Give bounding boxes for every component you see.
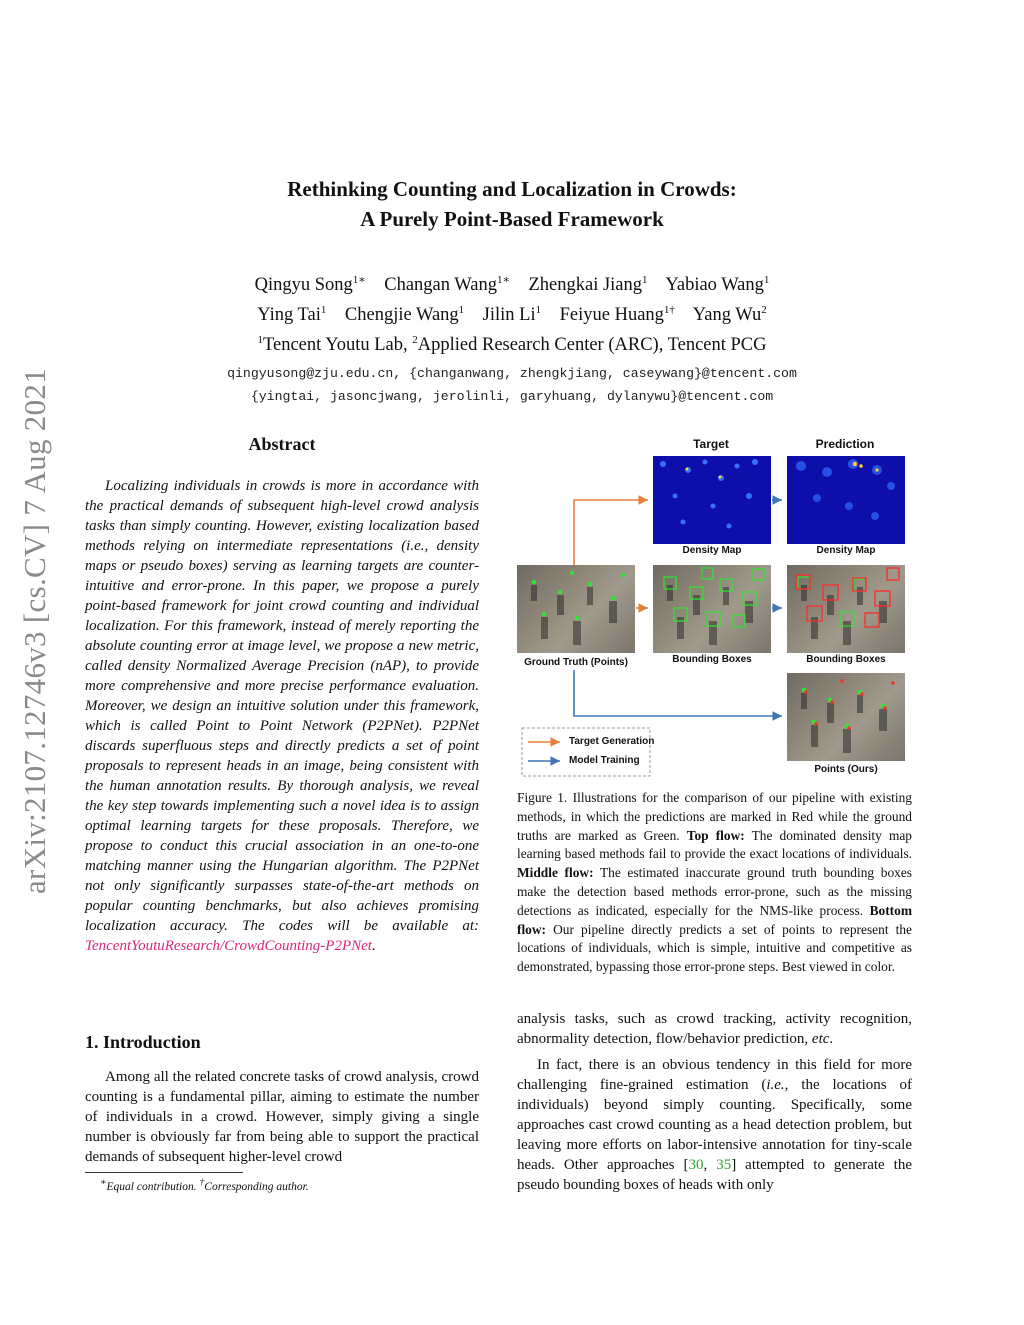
text-run: . [829, 1031, 834, 1047]
author-sup: 1† [663, 304, 675, 317]
text-run: , the locations of individuals) beyond simply counting. Specifically, some approaches cast crowd counting as a head detection problem, but leaving more efforts on labor-intensive annotation for tiny-scale heads. Other approaches [ [517, 1077, 912, 1173]
author-sup: 1 [458, 304, 465, 317]
title-line-1: Rethinking Counting and Localization in Crowds: [287, 177, 737, 201]
email-line-2: {yingtai, jasoncjwang, jerolinli, garyhuang, dylanywu}@tencent.com [250, 389, 774, 405]
fig-ground-truth-label: Ground Truth (Points) [524, 657, 628, 668]
footnote-text: Equal contribution. [106, 1180, 200, 1193]
figure-1 [510, 430, 920, 785]
fig-col-prediction: Prediction [815, 437, 875, 451]
author-name: Qingyu Song [254, 275, 353, 296]
legend-model-training: Model Training [569, 755, 640, 766]
fig-density-map-label-1: Density Map [682, 545, 742, 556]
text-run: analysis tasks, such as crowd tracking, activity recognition, abnormality detection, flow/behavior prediction, [517, 1011, 912, 1047]
author-sup: 1 [320, 304, 327, 317]
intro-heading: 1. Introduction [85, 1032, 201, 1052]
flow-arrows [510, 430, 920, 785]
author-name: Feiyue Huang [559, 305, 664, 326]
abstract-heading: Abstract [248, 434, 316, 454]
intro-paragraph: Among all the related concrete tasks of crowd analysis, crowd counting is a fundamental pillar, aiming to estimate the number of individuals in a crowd. However, simply giving a single number is obviously far from being able to support the practical demands of subsequent higher-level crowd [85, 1069, 479, 1165]
footnote-text: Corresponding author. [204, 1180, 309, 1193]
author-line-1 [0, 268, 1024, 298]
affiliation-1: Tencent Youtu Lab, [262, 335, 413, 356]
fig-col-target: Target [693, 437, 729, 451]
fig-density-map-label-2: Density Map [816, 545, 876, 556]
author-sup: 1 [642, 274, 648, 286]
email-line-1: qingyusong@zju.edu.cn, {changanwang, zhengkjiang, caseywang}@tencent.com [227, 366, 797, 382]
arxiv-stamp: arXiv:2107.12746v3 [cs.CV] 7 Aug 2021 [17, 367, 52, 894]
caption-bottom-flow: Bottom flow: [517, 902, 912, 937]
text-run: i.e. [766, 1077, 785, 1093]
citation-link[interactable]: 30 [688, 1157, 704, 1173]
fig-bbox-label-2: Bounding Boxes [806, 654, 886, 665]
footnote-sym: ∗ [100, 1177, 107, 1188]
fig-points-ours-label: Points (Ours) [814, 764, 878, 775]
legend-target-generation: Target Generation [569, 736, 655, 747]
author-sup: 2 [761, 304, 767, 317]
code-link[interactable]: TencentYoutuResearch/CrowdCounting-P2PNet [85, 938, 372, 954]
author-name: Chengjie Wang [344, 305, 459, 326]
author-block [0, 268, 1024, 408]
abstract-body [85, 476, 479, 956]
fig-bbox-label-1: Bounding Boxes [672, 654, 752, 665]
paper-title [0, 174, 1024, 234]
footnote-rule [85, 1172, 243, 1173]
author-name: Zhengkai Jiang [528, 275, 643, 296]
abstract-text: Localizing individuals in crowds is more in accordance with the practical demands of subsequent high-level crowd analysis tasks than simply counting. However, existing localization based methods relying on intermediate representations (i.e., density maps or pseudo boxes) serving as learning targets are counter-intuitive and error-prone. In this paper, we propose a purely point-based framework for joint crowd counting and individual localization. For this framework, instead of merely reporting the absolute counting error at image level, we propose a new metric, called density Normalized Average Precision (nAP), to provide more comprehensive and more precise performance evaluation. Moreover, we design an intuitive solution under this framework, which is called Point to Point Network (P2PNet). P2PNet discards superfluous steps and directly predicts a set of point proposals to represent heads in an image, being consistent with the human annotation results. By thorough analysis, we reveal the key step towards implementing such a novel idea is to assign optimal learning targets for these proposals. Therefore, we propose to conduct this crucial association in an one-to-one matching manner using the Hungarian algorithm. The P2PNet not only significantly surpasses state-of-the-art methods on popular counting benchmarks, but also achieves promising localization accuracy. The codes will be available at: [85, 478, 479, 934]
affiliation-sup: 1 [257, 334, 263, 347]
affiliation-sup: 2 [412, 334, 418, 347]
footnote-sym: † [199, 1177, 205, 1188]
affiliation-2: Applied Research Center (ARC), Tencent PCG [417, 335, 767, 356]
text-run: , [703, 1157, 717, 1173]
author-name: Ying Tai [257, 305, 321, 326]
author-name: Jilin Li [482, 305, 536, 326]
author-sup: 1 [535, 304, 542, 317]
caption-part: The dominated density map learning based methods fail to provide the exact locations of individuals. [517, 827, 913, 862]
footnote [100, 1177, 309, 1193]
caption-part: The estimated inaccurate ground truth bounding boxes make the detection based methods error-prone, such as the missing detections as indicated, especially for the NMS-like process. [517, 865, 912, 918]
caption-part: Our pipeline directly predicts a set of points to represent the locations of individuals, which is simple, intuitive and competitive as demonstrated, bypassing those error-prone steps. Best viewed in color. [517, 921, 912, 975]
figure-caption [517, 789, 912, 977]
author-name: Yabiao Wang [665, 275, 764, 296]
title-line-2: A Purely Point-Based Framework [360, 207, 664, 231]
text-run: In fact, there is an obvious tendency in this field for more challenging fine-grained estimation ( [517, 1057, 912, 1093]
author-sup: 1∗ [352, 274, 366, 286]
affiliations [0, 328, 1024, 358]
author-line-2 [0, 298, 1024, 328]
text-run: ] attempted to generate the pseudo bounding boxes of heads with only [517, 1157, 913, 1193]
right-paragraph-1 [517, 1009, 912, 1049]
right-paragraph-2 [517, 1055, 912, 1195]
abstract-end: . [371, 938, 376, 954]
citation-link[interactable]: 35 [716, 1157, 732, 1173]
caption-part: Figure 1. Illustrations for the comparison of our pipeline with existing methods, in which the predictions are marked in Red while the ground truths are marked as Green. [517, 790, 912, 843]
caption-top-flow: Top flow: [686, 827, 745, 843]
caption-middle-flow: Middle flow: [517, 865, 594, 881]
text-run: etc [811, 1031, 830, 1047]
author-sup: 1∗ [496, 274, 510, 286]
author-sup: 1 [763, 274, 770, 286]
author-name: Changan Wang [384, 275, 497, 296]
author-name: Yang Wu [692, 305, 762, 326]
